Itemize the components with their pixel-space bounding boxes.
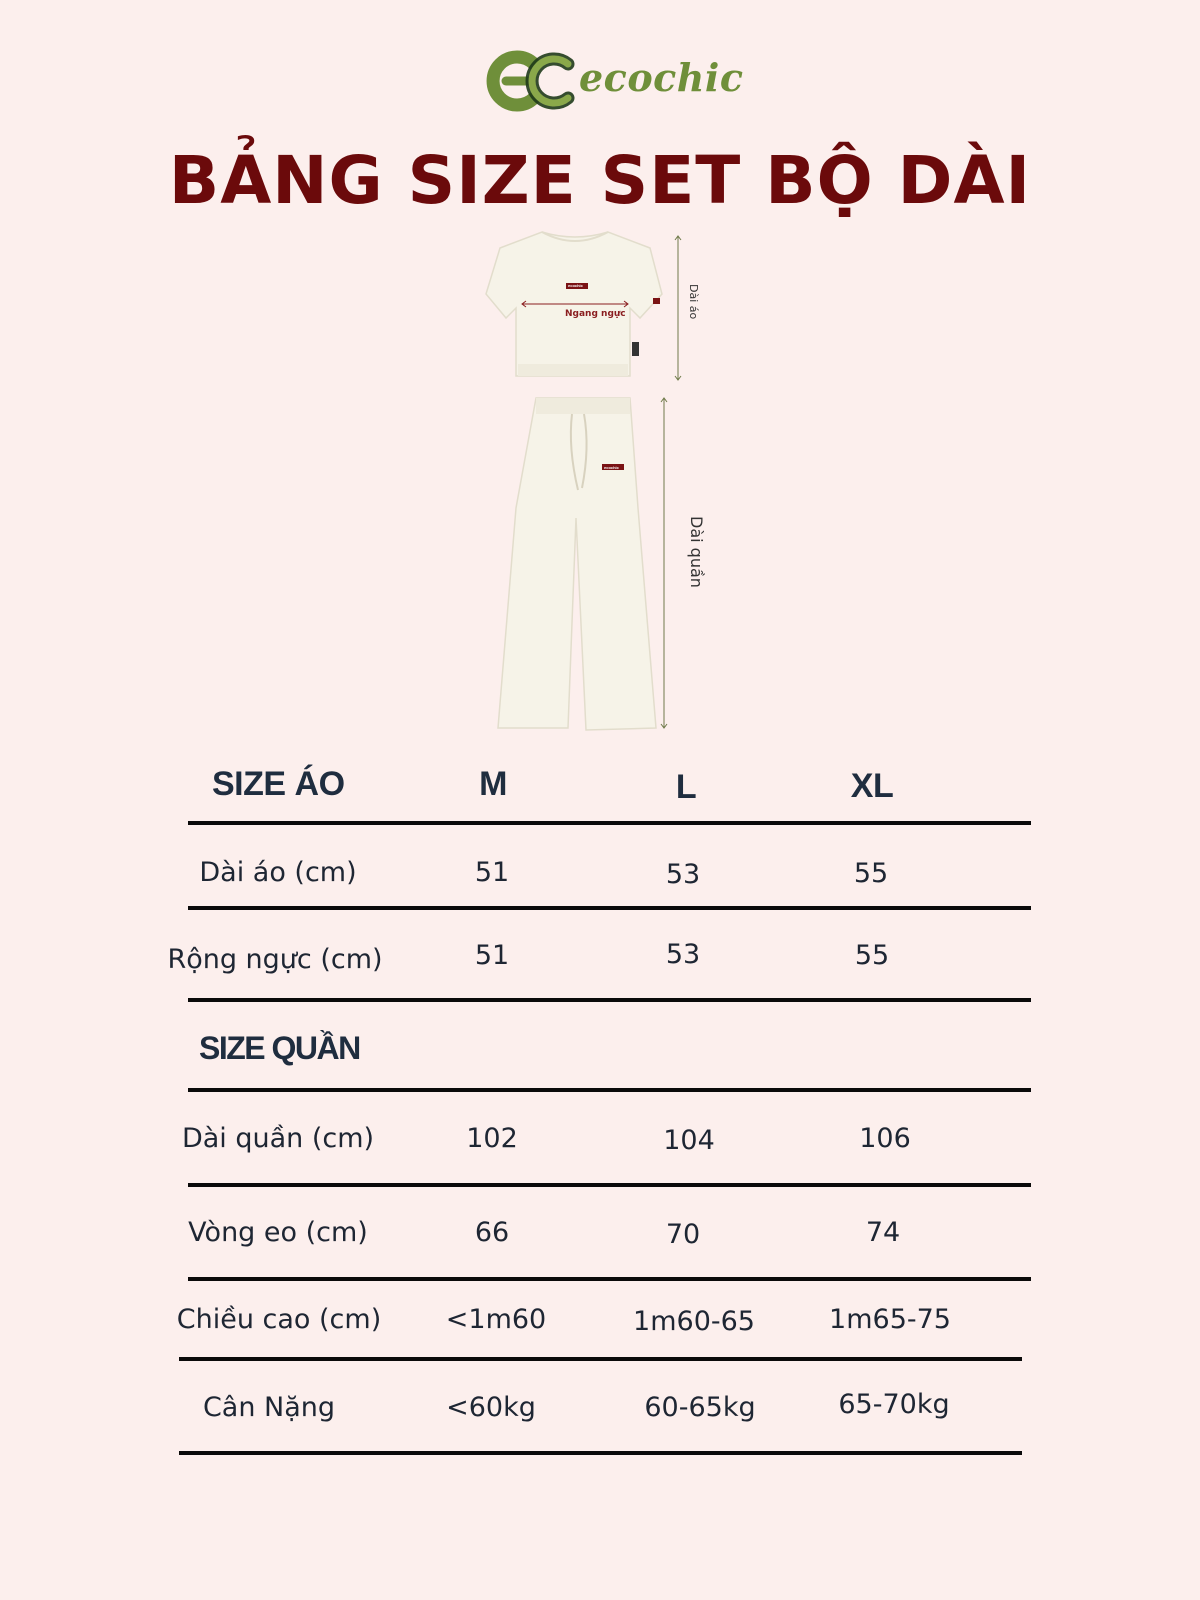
- table-cell: 1m65-75: [829, 1304, 951, 1335]
- table-cell: 53: [665, 859, 701, 890]
- table-cell: 106: [859, 1123, 911, 1154]
- pants-length-label: Dài quần: [687, 516, 706, 588]
- pants-icon: [498, 398, 656, 730]
- table-divider: [179, 1451, 1022, 1455]
- shirt-length-label: Dài áo: [687, 284, 700, 320]
- size-header-m: M: [479, 765, 507, 803]
- table-divider: [188, 1088, 1031, 1092]
- pants-size-header: SIZE QUẦN: [199, 1030, 360, 1066]
- table-cell: 1m60-65: [633, 1306, 755, 1337]
- brand-logo: [484, 50, 744, 112]
- garment-drawing: [480, 228, 740, 748]
- ec-logo-icon: [484, 50, 584, 112]
- table-cell: 66: [474, 1217, 510, 1248]
- table-cell: 51: [474, 857, 510, 888]
- row-label-shirt-length: Dài áo (cm): [199, 857, 357, 888]
- table-cell: 55: [853, 858, 889, 889]
- row-label-height: Chiều cao (cm): [176, 1304, 382, 1335]
- table-cell: 104: [663, 1125, 715, 1156]
- pants-tag-text: ecochic: [604, 465, 619, 470]
- table-divider: [179, 1357, 1022, 1361]
- shirt-size-header: SIZE ÁO: [212, 765, 345, 803]
- size-header-l: L: [675, 768, 697, 806]
- row-label-pants-length: Dài quần (cm): [181, 1123, 375, 1154]
- table-cell: 70: [665, 1219, 701, 1250]
- row-label-chest-width: Rộng ngực (cm): [167, 944, 383, 975]
- row-label-waist: Vòng eo (cm): [188, 1217, 368, 1248]
- table-cell: 51: [474, 940, 510, 971]
- table-cell: <60kg: [446, 1392, 536, 1423]
- shirt-tag-text: ecochic: [568, 283, 583, 288]
- table-divider: [188, 1183, 1031, 1187]
- chest-width-label: Ngang ngực: [565, 309, 626, 319]
- table-cell: 65-70kg: [838, 1389, 950, 1420]
- table-divider: [188, 1277, 1031, 1281]
- table-cell: 102: [466, 1123, 518, 1154]
- table-cell: 74: [865, 1217, 901, 1248]
- side-label-icon: [632, 342, 639, 356]
- garment-illustration: [480, 228, 740, 748]
- table-cell: 60-65kg: [644, 1392, 756, 1423]
- row-label-weight: Cân Nặng: [202, 1392, 336, 1423]
- page-title: BẢNG SIZE SET BỘ DÀI: [168, 142, 1032, 219]
- table-divider: [188, 906, 1031, 910]
- table-cell: <1m60: [445, 1304, 547, 1335]
- brand-name: ecochic: [579, 55, 744, 100]
- table-cell: 55: [854, 940, 890, 971]
- size-header-xl: XL: [850, 767, 894, 805]
- table-divider: [188, 998, 1031, 1002]
- table-divider: [188, 821, 1031, 825]
- table-cell: 53: [665, 939, 701, 970]
